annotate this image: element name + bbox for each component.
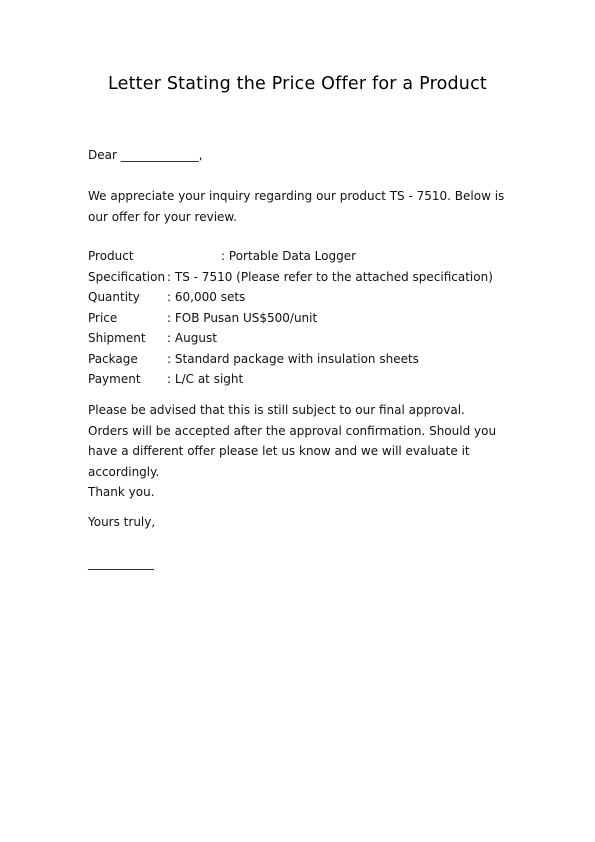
detail-label: Package	[88, 351, 138, 366]
detail-value: : L/C at sight	[167, 372, 244, 386]
detail-label: Price	[88, 310, 118, 325]
detail-row-price	[88, 308, 493, 329]
offer-details-table	[88, 246, 493, 390]
body-paragraph	[88, 400, 508, 503]
detail-value	[165, 246, 493, 267]
detail-label: Shipment	[88, 331, 146, 345]
closing: Yours truly,	[88, 515, 156, 529]
salutation: Dear _____________,	[88, 148, 203, 162]
detail-row-product	[88, 246, 493, 267]
detail-value: : 60,000 sets	[167, 290, 246, 304]
detail-label: Product	[88, 249, 134, 263]
detail-label: Payment	[88, 372, 141, 386]
thank-you-text: Thank you.	[88, 485, 155, 499]
letter-title: Letter Stating the Price Offer for a Product	[108, 74, 487, 94]
detail-value: : August	[167, 331, 217, 345]
detail-row-payment	[88, 369, 493, 390]
detail-label: Specification	[88, 269, 166, 284]
detail-row-quantity	[88, 287, 493, 308]
detail-row-shipment	[88, 328, 493, 349]
detail-value: : Standard package with insulation sheets	[167, 351, 419, 366]
approval-text: Please be advised that this is still subject to our final approval. Orders will be accepted after the approval confirmation. Should you have a different offer please let us know and we will evaluate it accordingly.	[88, 403, 497, 479]
detail-value-text: : Portable Data Logger	[221, 249, 357, 263]
detail-row-package	[88, 349, 493, 370]
detail-value: : FOB Pusan US$500/unit	[167, 310, 318, 325]
intro-paragraph: We appreciate your inquiry regarding our product TS - 7510. Below is our offer for your review.	[88, 189, 505, 224]
detail-value: : TS - 7510 (Please refer to the attached specification)	[167, 269, 493, 284]
signature-line: ___________	[88, 556, 154, 570]
detail-label: Quantity	[88, 290, 140, 304]
detail-row-specification	[88, 267, 493, 288]
